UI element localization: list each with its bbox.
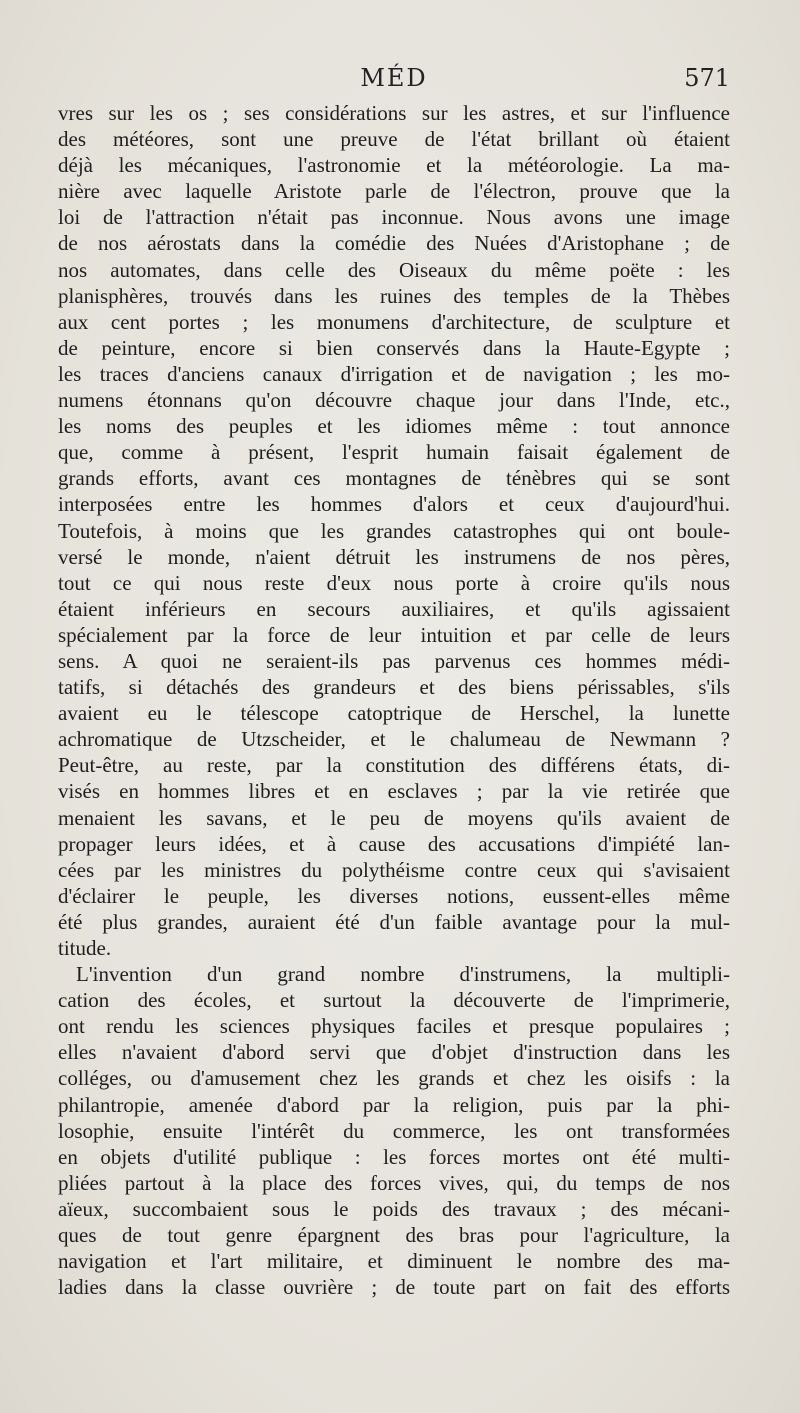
text-line: aux cent portes ; les monumens d'architecture, de sculpture et (58, 309, 730, 334)
text-line: les traces d'anciens canaux d'irrigation et de navigation ; les mo- (58, 361, 730, 386)
text-line: numens étonnans qu'on découvre chaque jour dans l'Inde, etc., (58, 388, 730, 413)
text-line: cation des écoles, et surtout la découverte de l'imprimerie, (58, 988, 730, 1013)
text-line: été plus grandes, auraient été d'un faible avantage pour la mul- (58, 909, 730, 934)
text-line: tout ce qui nous reste d'eux nous porte à croire qu'ils nous (58, 570, 730, 595)
text-line: Peut-être, au reste, par la constitution des différens états, di- (58, 753, 730, 778)
text-line: de peinture, encore si bien conservés dans la Haute-Egypte ; (58, 335, 730, 360)
running-head: MÉD (360, 64, 428, 92)
text-line: ques de tout genre épargnent des bras pour l'agriculture, la (58, 1223, 730, 1248)
text-line: propager leurs idées, et à cause des accusations d'impiété lan- (58, 831, 730, 856)
text-line: spécialement par la force de leur intuition et par celle de leurs (58, 622, 730, 647)
text-line: titude. (58, 936, 112, 960)
text-line: losophie, ensuite l'intérêt du commerce, les ont transformées (58, 1118, 730, 1143)
text-line: versé le monde, n'aient détruit les instrumens de nos pères, (58, 544, 730, 569)
text-line: loi de l'attraction n'était pas inconnue. Nous avons une image (58, 205, 730, 230)
text-line: ont rendu les sciences physiques faciles et presque populaires ; (58, 1014, 730, 1039)
text-line: des météores, sont une preuve de l'état brillant où étaient (58, 127, 730, 152)
text-line: colléges, ou d'amusement chez les grands et chez les oisifs : la (58, 1066, 730, 1091)
text-line: tatifs, si détachés des grandeurs et des biens périssables, s'ils (58, 675, 730, 700)
text-line: menaient les savans, et le peu de moyens qu'ils avaient de (58, 805, 730, 830)
text-line: Toutefois, à moins que les grandes catastrophes qui ont boule- (58, 518, 730, 543)
text-line: cées par les ministres du polythéisme contre ceux qui s'avisaient (58, 857, 730, 882)
text-line: vres sur les os ; ses considérations sur les astres, et sur l'influence (58, 101, 730, 125)
page-number: 571 (684, 64, 730, 92)
text-line: avaient eu le télescope catoptrique de Herschel, la lunette (58, 701, 730, 726)
text-line: de nos aérostats dans la comédie des Nuées d'Aristophane ; de (58, 231, 730, 256)
text-line: nos automates, dans celle des Oiseaux du même poëte : les (58, 257, 730, 282)
text-line: philantropie, amenée d'abord par la religion, puis par la phi- (58, 1092, 730, 1117)
text-line: interposées entre les hommes d'alors et ceux d'aujourd'hui. (58, 492, 730, 517)
text-line: étaient inférieurs en secours auxiliaires, et qu'ils agissaient (58, 596, 730, 621)
text-line: en objets d'utilité publique : les forces mortes ont été multi- (58, 1144, 730, 1169)
text-line: elles n'avaient d'abord servi que d'objet d'instruction dans les (58, 1040, 730, 1065)
text-line: nière avec laquelle Aristote parle de l'électron, prouve que la (58, 179, 730, 204)
text-line: aïeux, succombaient sous le poids des travaux ; des mécani- (58, 1196, 730, 1221)
text-line: pliées partout à la place des forces vives, qui, du temps de nos (58, 1170, 730, 1195)
text-line: ladies dans la classe ouvrière ; de toute part on fait des efforts (58, 1275, 730, 1300)
body-text (58, 100, 730, 1300)
page-header (58, 64, 730, 98)
text-line: planisphères, trouvés dans les ruines des temples de la Thèbes (58, 283, 730, 308)
text-line: sens. A quoi ne seraient-ils pas parvenus ces hommes médi- (58, 648, 730, 673)
text-line: déjà les mécaniques, l'astronomie et la météorologie. La ma- (58, 153, 730, 178)
text-line: achromatique de Utzscheider, et le chalumeau de Newmann ? (58, 727, 730, 752)
text-line: grands efforts, avant ces montagnes de ténèbres qui se sont (58, 466, 730, 491)
text-line: d'éclairer le peuple, les diverses notions, eussent-elles même (58, 883, 730, 908)
text-line: visés en hommes libres et en esclaves ; par la vie retirée que (58, 779, 730, 804)
text-line: L'invention d'un grand nombre d'instrumens, la multipli- (76, 962, 730, 987)
text-line: les noms des peuples et les idiomes même : tout annonce (58, 414, 730, 439)
text-line: que, comme à présent, l'esprit humain faisait également de (58, 440, 730, 465)
text-line: navigation et l'art militaire, et diminuent le nombre des ma- (58, 1249, 730, 1274)
